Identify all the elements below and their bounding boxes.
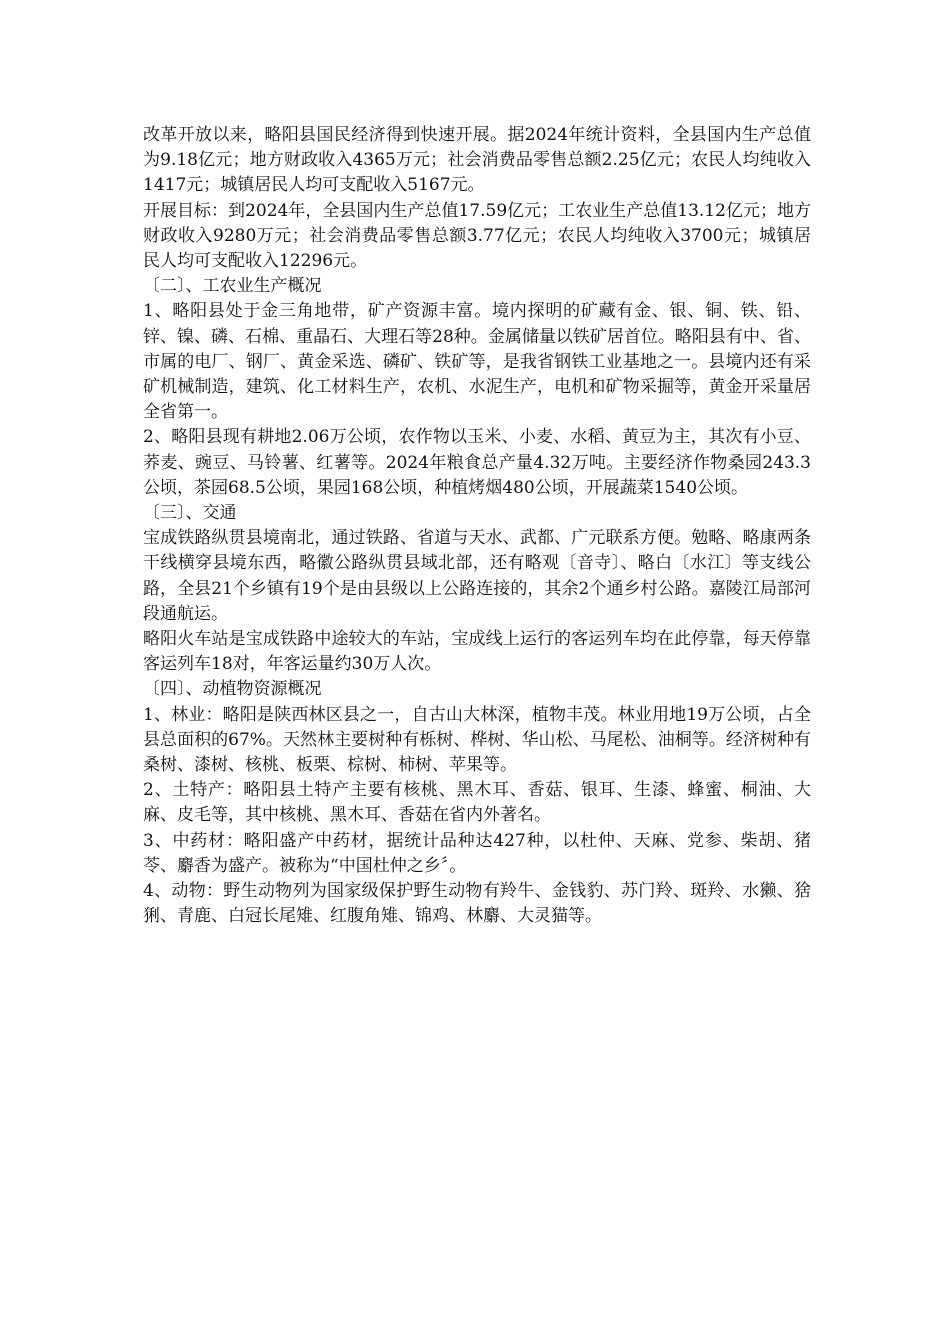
paragraph-forestry: 1、林业：略阳是陕西林区县之一，自古山大林深，植物丰茂。林业用地19万公顷，占全县总面积的67%。天然林主要树种有栎树、桦树、华山松、马尾松、油桐等。经济树种有桑树、漆树、核桃、板栗、棕树、柿树、苹果等。 — [143, 704, 811, 776]
paragraph-wildlife: 4、动物：野生动物列为国家级保护野生动物有羚牛、金钱豹、苏门羚、斑羚、水獭、猞猁、青鹿、白冠长尾雉、红腹角雉、锦鸡、林麝、大灵猫等。 — [143, 881, 811, 927]
paragraph-mineral-resources: 1、略阳县处于金三角地带，矿产资源丰富。境内探明的矿藏有金、银、铜、铁、铅、锌、镍、磷、石棉、重晶石、大理石等28种。金属储量以铁矿居首位。略阳县有中、省、市属的电厂、钢厂、黄金采选、磷矿、铁矿等，是我省钢铁工业基地之一。县境内还有采矿机械制造，建筑、化工材料生产，农机、水泥生产，电机和矿物采掘等，黄金开采量居全省第一。 — [143, 301, 811, 423]
paragraph-economy-overview: 改革开放以来，略阳县国民经济得到快速开展。据2024年统计资料，全县国内生产总值为9.18亿元；地方财政收入4365万元；社会消费品零售总额2.25亿元；农民人均纯收入1417元；城镇居民人均可支配收入5167元。 — [143, 125, 811, 196]
paragraph-train-station: 略阳火车站是宝成铁路中途较大的车站，宝成线上运行的客运列车均在此停靠，每天停靠客运列车18对，年客运量约30万人次。 — [143, 629, 811, 675]
paragraph-development-goals: 开展目标：到2024年，全县国内生产总值17.59亿元；工农业生产总值13.12亿元；地方财政收入9280万元；社会消费品零售总额3.77亿元；农民人均纯收入3700元；城镇居民人均可支配收入12296元。 — [143, 200, 811, 272]
paragraph-farmland: 2、略阳县现有耕地2.06万公顷，农作物以玉米、小麦、水稻、黄豆为主，其次有小豆、荞麦、豌豆、马铃薯、红薯等。2024年粮食总产量4.32万吨。主要经济作物桑园243.3公顷，茶园68.5公顷，果园168公顷，种植烤烟480公顷，开展蔬菜1540公顷。 — [143, 427, 811, 498]
document-body — [143, 123, 811, 930]
paragraph-railway-roads: 宝成铁路纵贯县境南北，通过铁路、省道与天水、武都、广元联系方便。勉略、略康两条干线横穿县境东西，略徽公路纵贯县域北部，还有略观〔音寺〕、略白〔水江〕等支线公路，全县21个乡镇有19个是由县级以上公路连接的，其余2个通乡村公路。嘉陵江局部河段通航运。 — [143, 528, 811, 624]
paragraph-local-products: 2、土特产：略阳县土特产主要有核桃、黑木耳、香菇、银耳、生漆、蜂蜜、桐油、大麻、皮毛等，其中核桃、黑木耳、香菇在省内外著名。 — [143, 780, 811, 826]
section-heading-transportation: 〔三〕、交通 — [143, 503, 237, 524]
section-heading-flora-fauna: 〔四〕、动植物资源概况 — [143, 679, 322, 700]
section-heading-industry-agriculture: 〔二〕、工农业生产概况 — [143, 276, 322, 297]
paragraph-medicinal-herbs: 3、中药材：略阳盛产中药材，据统计品种达427种，以杜仲、天麻、党参、柴胡、猪苓、麝香为盛产。被称为“中国杜仲之乡〞。 — [143, 830, 811, 876]
